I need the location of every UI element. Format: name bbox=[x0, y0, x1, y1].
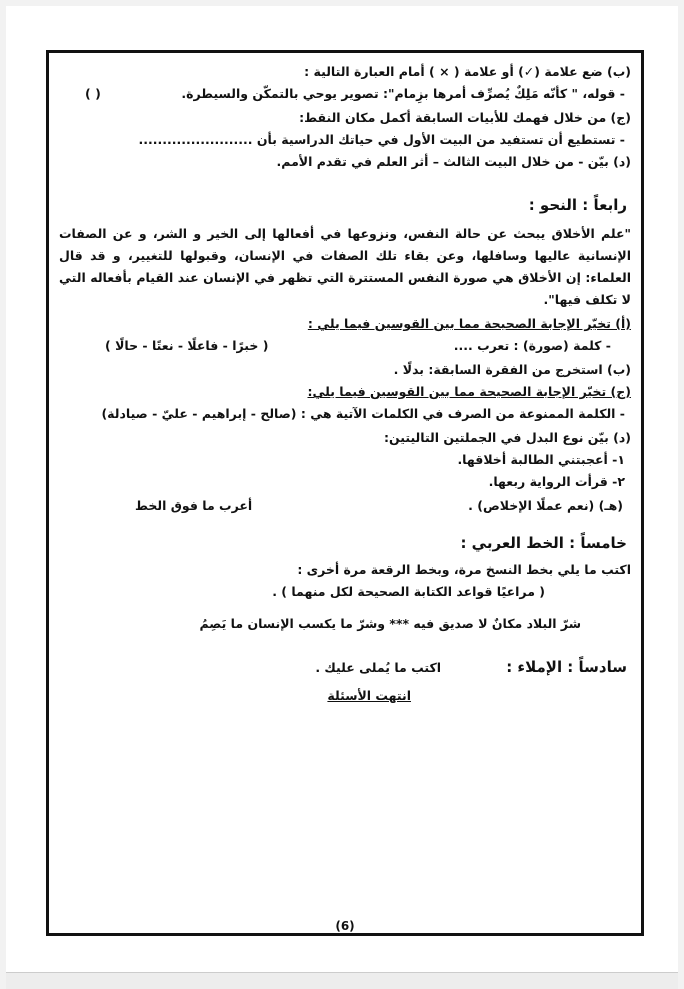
grammar-question-h-instruction: أعرب ما فوق الخط bbox=[135, 498, 253, 513]
question-j-heading: (ج) من خلال فهمك للأبيات السابقة أكمل مكان النقط: bbox=[299, 110, 631, 125]
dictation-instruction: اكتب ما يُملى عليك . bbox=[315, 660, 441, 675]
calligraphy-verse: شرّ البلاد مكانٌ لا صديق فيه *** وشرّ ما يكسب الإنسان ما يَصِمُ bbox=[199, 616, 581, 631]
calligraphy-note: ( مراعيًا قواعد الكتابة الصحيحة لكل منهما ) . bbox=[272, 584, 545, 599]
exam-border-frame bbox=[46, 50, 644, 936]
grammar-passage: "علم الأخلاق يبحث عن حالة النفس، ونزوعها في أفعالها إلى الخير و الشر، و عن الصفات الإنسانية عاليها وسافلها، وعن بقاء تلك الصفات في الإنسان، وقبولها للتغيير، و قد قال العلماء: إن الأخلاق هي صورة النفس المستترة التي تظهر في الإنسان عند القيام بأفعاله التي لا تكلف فيها". bbox=[59, 226, 631, 307]
answer-parentheses: ( ) bbox=[85, 86, 101, 101]
grammar-question-d-item-2: ٢- قرأت الرواية ربعها. bbox=[488, 474, 625, 489]
grammar-question-a-heading: (أ) تخيّر الإجابة الصحيحة مما بين القوسين فيما يلي : bbox=[307, 316, 631, 331]
grammar-question-d-heading: (د) بيّن نوع البدل في الجملتين التاليتين: bbox=[384, 430, 631, 445]
grammar-question-h: (هـ) (نعم عملًا الإخلاص) . bbox=[468, 498, 623, 513]
next-page-edge bbox=[6, 972, 678, 989]
question-j-statement: - تستطيع أن تستفيد من البيت الأول في حياتك الدراسية بأن ........................ bbox=[138, 132, 625, 147]
question-d-statement: (د) بيّن - من خلال البيت الثالث – أثر العلم في تقدم الأمم. bbox=[276, 154, 631, 169]
calligraphy-instruction: اكتب ما يلي بخط النسخ مرة، وبخط الرقعة مرة أخرى : bbox=[297, 562, 631, 577]
grammar-question-j-heading: (ج) تخيّر الإجابة الصحيحة مما بين القوسين فيما يلي: bbox=[307, 384, 631, 399]
grammar-question-j-item: - الكلمة الممنوعة من الصرف في الكلمات الآتية هي : (صالح - إبراهيم - عليّ - صيادلة) bbox=[101, 406, 625, 421]
end-of-questions: انتهت الأسئلة bbox=[327, 688, 411, 703]
grammar-question-a-item: - كلمة (صورة) : تعرب .... bbox=[453, 338, 611, 353]
question-b-heading: (ب) ضع علامة (✓) أو علامة ( × ) أمام العبارة التالية : bbox=[304, 64, 631, 79]
grammar-question-d-item-1: ١- أعجبتني الطالبة أخلاقها. bbox=[457, 452, 625, 467]
grammar-question-b: (ب) استخرج من الفقرة السابقة: بدلًا . bbox=[393, 362, 631, 377]
grammar-question-a-options: ( خبرًا - فاعلًا - نعتًا - حالًا ) bbox=[105, 338, 269, 353]
section-5-title: خامساً : الخط العربي : bbox=[460, 534, 627, 552]
document-page bbox=[6, 6, 678, 972]
page-number: (6) bbox=[335, 919, 355, 933]
question-b-statement: - قوله، " كأنّه مَلِكٌ يُصرِّف أمرها بزِمام": تصوير يوحي بالتمكّن والسيطرة. bbox=[181, 86, 625, 101]
section-6-title: سادساً : الإملاء : bbox=[506, 658, 627, 676]
section-4-title: رابعاً : النحو : bbox=[528, 196, 627, 214]
